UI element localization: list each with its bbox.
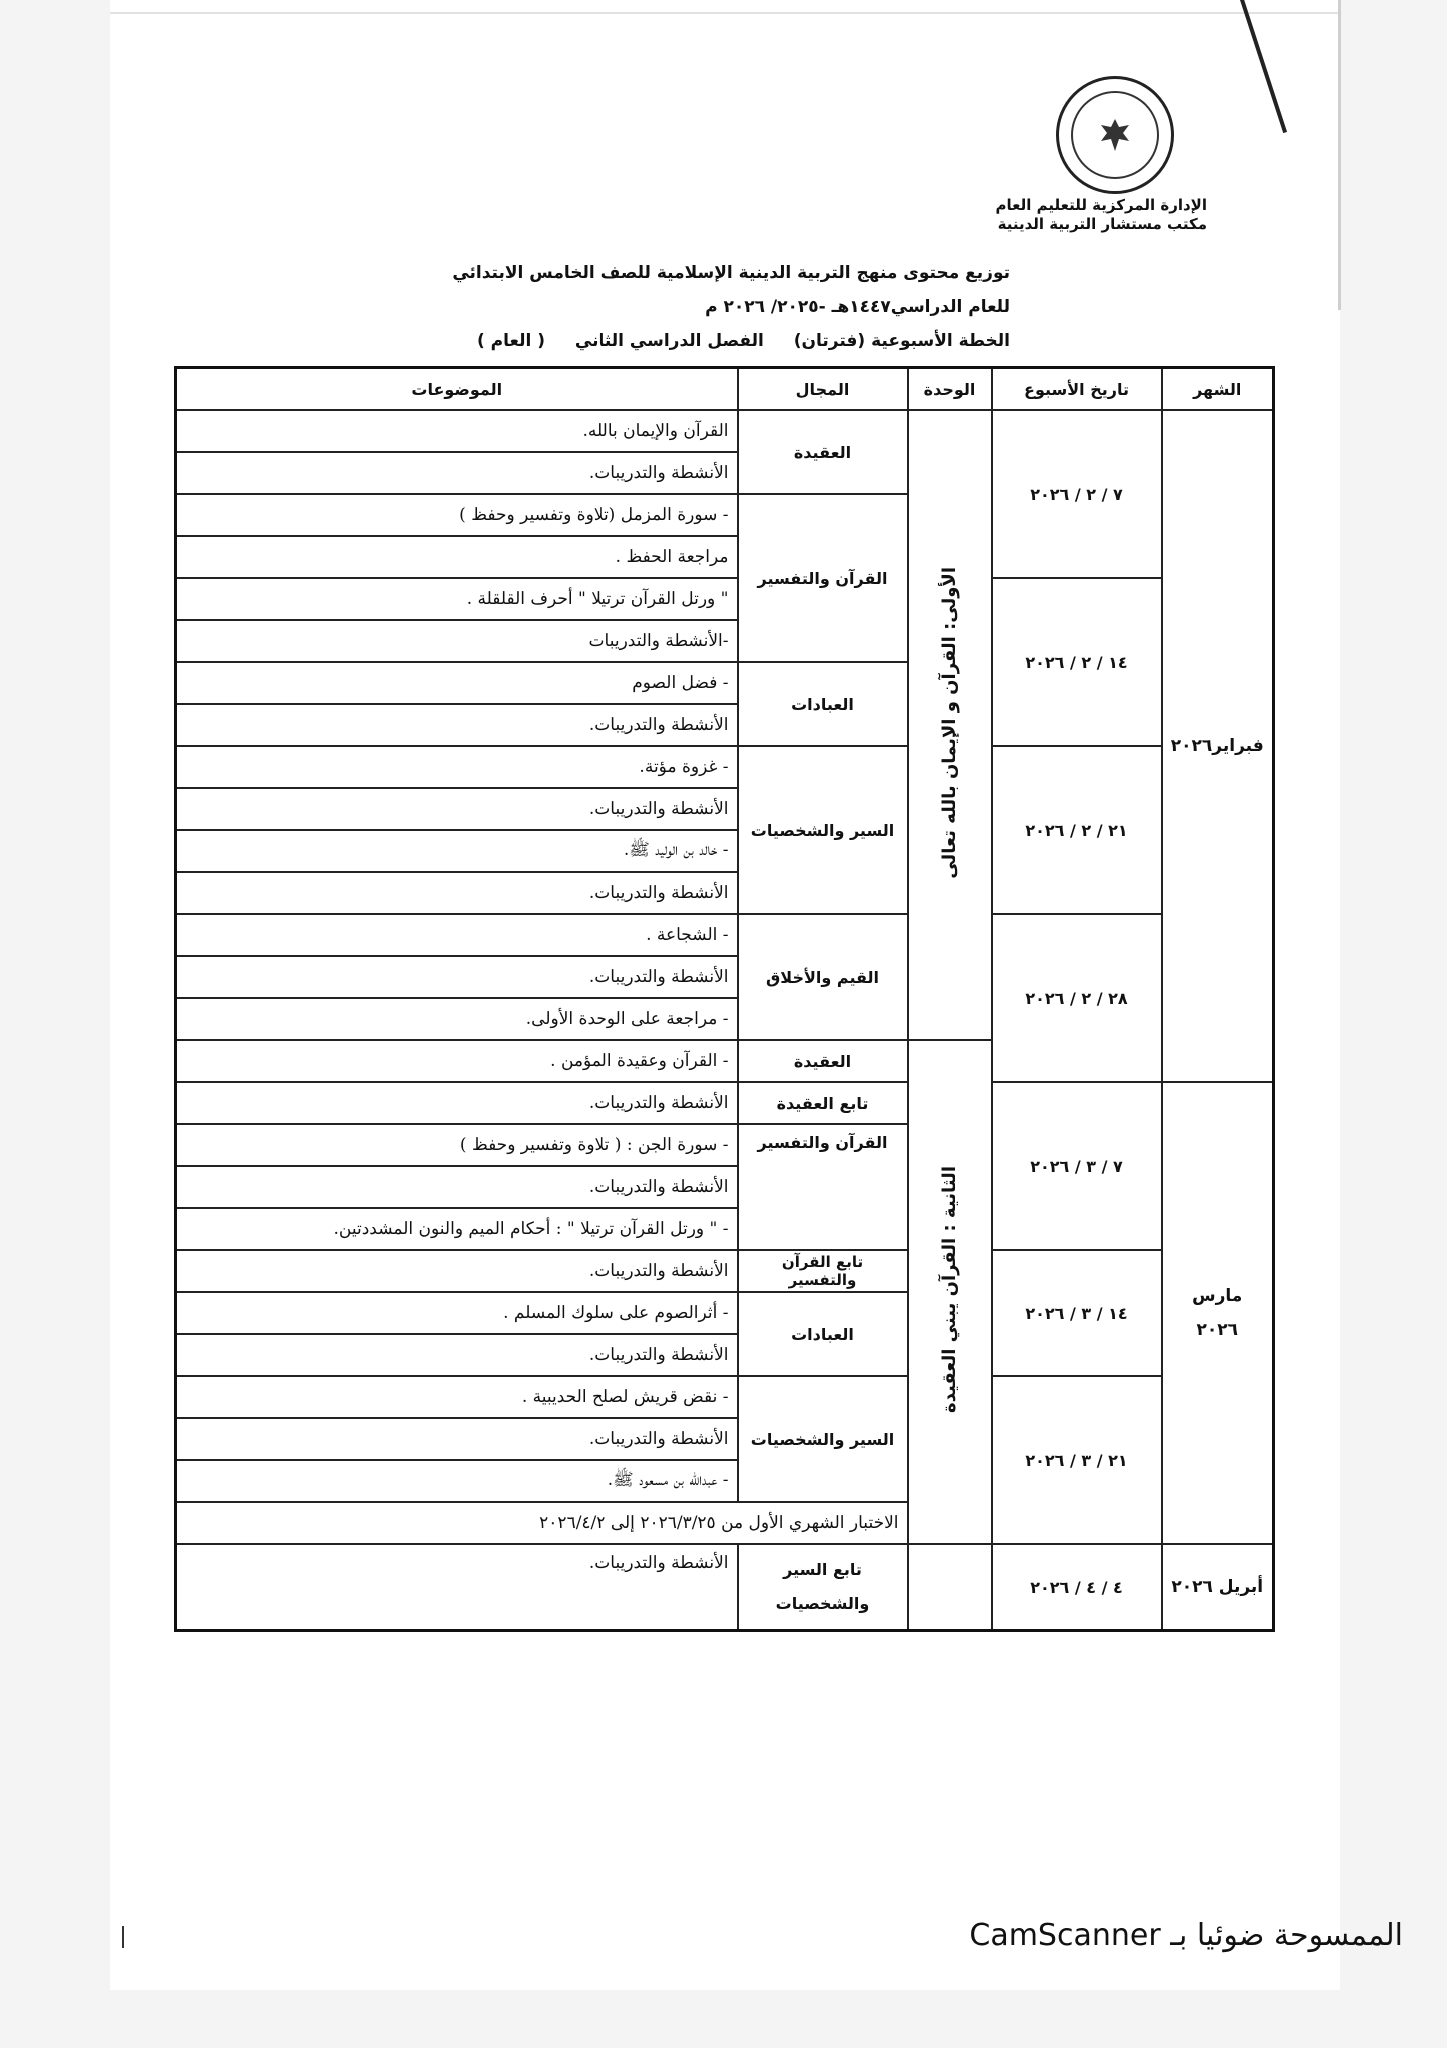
weekly-plan-table (174, 366, 1275, 1632)
topic-cell: - سورة الجن : ( تلاوة وتفسير وحفظ ) (176, 1124, 738, 1166)
month-cell: أبريل ٢٠٢٦ (1162, 1544, 1274, 1631)
monthly-exam-note: الاختبار الشهري الأول من ٢٠٢٦/٣/٢٥ إلى ٢٠٢٦/٤/٢ (176, 1502, 908, 1544)
term-label: الفصل الدراسي الثاني (574, 331, 764, 351)
field-cell: القرآن والتفسير (738, 1124, 908, 1250)
field-cell: السير والشخصيات (738, 746, 908, 914)
month-cell: مارس ٢٠٢٦ (1162, 1082, 1274, 1544)
table-row (176, 746, 1274, 788)
table-header-row (176, 368, 1274, 411)
topic-cell: الأنشطة والتدريبات. (176, 704, 738, 746)
field-cell: السير والشخصيات (738, 1376, 908, 1502)
office-header (996, 196, 1207, 234)
week-date-cell: ٢٨ / ٢ / ٢٠٢٦ (992, 914, 1162, 1082)
topic-cell: مراجعة الحفظ . (176, 536, 738, 578)
unit-cell (908, 410, 992, 1040)
field-cell: تابع القرآن والتفسير (738, 1250, 908, 1292)
field-cell: تابع السير والشخصيات (738, 1544, 908, 1631)
academic-year: للعام الدراسي١٤٤٧هـ -٢٠٢٥/ ٢٠٢٦ م (705, 297, 1010, 317)
topic-cell: - غزوة مؤتة. (176, 746, 738, 788)
topic-cell: - أثرالصوم على سلوك المسلم . (176, 1292, 738, 1334)
topic-cell: -الأنشطة والتدريبات (176, 620, 738, 662)
header-field: المجال (738, 368, 908, 411)
topic-cell: الأنشطة والتدريبات. (176, 452, 738, 494)
table-row (176, 1250, 1274, 1292)
page-top-edge (110, 12, 1340, 14)
week-date-cell: ٧ / ٣ / ٢٠٢٦ (992, 1082, 1162, 1250)
unit-title: الأولى: القرآن و الإيمان بالله تعالى (939, 567, 960, 879)
topic-cell: الأنشطة والتدريبات. (176, 788, 738, 830)
page-right-edge (1338, 0, 1341, 310)
header-week-date: تاريخ الأسبوع (992, 368, 1162, 411)
office-line-1: الإدارة المركزية للتعليم العام (995, 196, 1207, 214)
topic-cell: الأنشطة والتدريبات. (176, 872, 738, 914)
table-row (176, 410, 1274, 452)
header-month: الشهر (1162, 368, 1274, 411)
field-cell: القرآن والتفسير (738, 494, 908, 662)
ministry-seal-logo (1056, 76, 1174, 194)
field-cell: تابع العقيدة (738, 1082, 908, 1124)
table-row (176, 914, 1274, 956)
field-cell: القيم والأخلاق (738, 914, 908, 1040)
table-row (176, 1082, 1274, 1124)
topic-cell: الأنشطة والتدريبات. (176, 1250, 738, 1292)
unit-cell-empty (908, 1544, 992, 1631)
plan-subtitle (420, 324, 1010, 358)
topic-cell: - سورة المزمل (تلاوة وتفسير وحفظ ) (176, 494, 738, 536)
topic-cell: " ورتل القرآن ترتيلا " أحرف القلقلة . (176, 578, 738, 620)
unit-title: الثانية : القرآن يبني العقيدة (939, 1166, 960, 1414)
topic-cell: - نقض قريش لصلح الحديبية . (176, 1376, 738, 1418)
topic-cell: القرآن والإيمان بالله. (176, 410, 738, 452)
field-cell: العبادات (738, 1292, 908, 1376)
eagle-emblem-icon (1071, 91, 1159, 179)
week-date-cell: ١٤ / ٢ / ٢٠٢٦ (992, 578, 1162, 746)
field-cell: العقيدة (738, 1040, 908, 1082)
topic-cell: الأنشطة والتدريبات. (176, 956, 738, 998)
week-date-cell: ٤ / ٤ / ٢٠٢٦ (992, 1544, 1162, 1631)
topic-cell: الأنشطة والتدريبات. (176, 1544, 738, 1631)
topic-cell: - عبدالله بن مسعود ﷺ. (176, 1460, 738, 1502)
plan-label: الخطة الأسبوعية (فترتان) (793, 331, 1010, 351)
field-cell: العقيدة (738, 410, 908, 494)
office-line-2: مكتب مستشار التربية الدينية (997, 215, 1207, 233)
track-label: ( العام ) (476, 331, 545, 351)
topic-cell: الأنشطة والتدريبات. (176, 1418, 738, 1460)
topic-cell: - مراجعة على الوحدة الأولى. (176, 998, 738, 1040)
week-date-cell: ٢١ / ٣ / ٢٠٢٦ (992, 1376, 1162, 1544)
topic-cell: الأنشطة والتدريبات. (176, 1166, 738, 1208)
topic-cell: - الشجاعة . (176, 914, 738, 956)
topic-cell: الأنشطة والتدريبات. (176, 1334, 738, 1376)
week-date-cell: ٧ / ٢ / ٢٠٢٦ (992, 410, 1162, 578)
scanner-watermark: الممسوحة ضوئيا بـ CamScanner (969, 1918, 1403, 1953)
field-cell: العبادات (738, 662, 908, 746)
header-unit: الوحدة (908, 368, 992, 411)
week-date-cell: ٢١ / ٢ / ٢٠٢٦ (992, 746, 1162, 914)
unit-cell (908, 1040, 992, 1544)
topic-cell: - " ورتل القرآن ترتيلا " : أحكام الميم والنون المشددتين. (176, 1208, 738, 1250)
month-cell: فبراير٢٠٢٦ (1162, 410, 1274, 1082)
topic-cell: - القرآن وعقيدة المؤمن . (176, 1040, 738, 1082)
header-topics: الموضوعات (176, 368, 738, 411)
topic-cell: الأنشطة والتدريبات. (176, 1082, 738, 1124)
week-date-cell: ١٤ / ٣ / ٢٠٢٦ (992, 1250, 1162, 1376)
scan-margin-mark (122, 1926, 124, 1948)
document-title: توزيع محتوى منهج التربية الدينية الإسلامية للصف الخامس الابتدائي (452, 263, 1010, 283)
topic-cell: - خالد بن الوليد ﷺ. (176, 830, 738, 872)
document-titles (420, 256, 1010, 358)
table-row (176, 1376, 1274, 1418)
topic-cell: - فضل الصوم (176, 662, 738, 704)
table-row (176, 1544, 1274, 1631)
table-row (176, 578, 1274, 620)
